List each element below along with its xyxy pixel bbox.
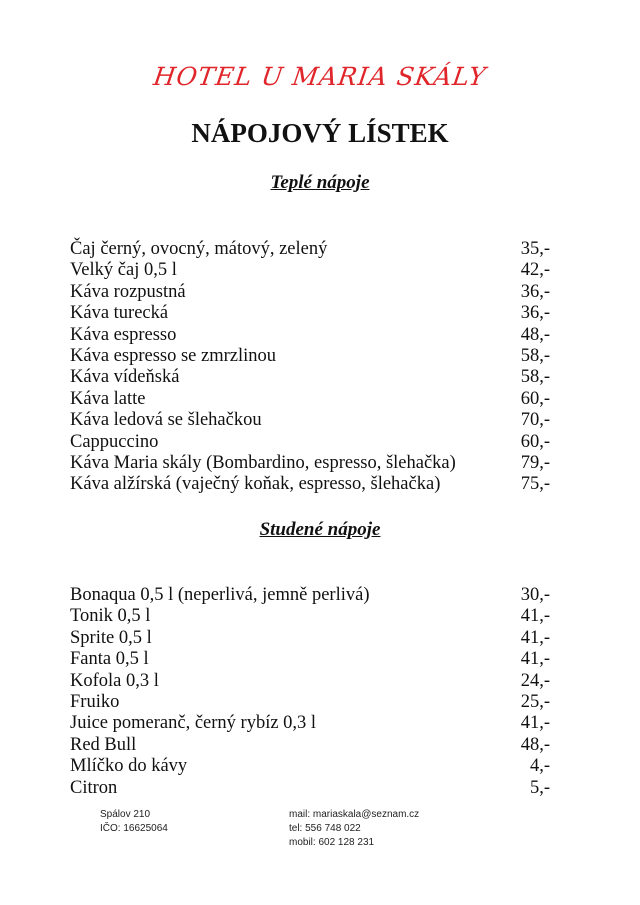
item-price: 70,- <box>520 410 550 431</box>
item-name: Juice pomeranč, černý rybíz 0,3 l <box>70 713 317 734</box>
menu-item <box>70 585 550 606</box>
menu-item <box>70 713 550 734</box>
item-name: Kofola 0,3 l <box>70 670 159 691</box>
item-price: 41,- <box>520 649 550 670</box>
item-name: Bonaqua 0,5 l (neperlivá, jemně perlivá) <box>70 585 370 605</box>
item-price: 5,- <box>529 777 550 798</box>
item-price: 42,- <box>520 260 550 281</box>
menu-item <box>70 606 550 627</box>
item-name: Káva ledová se šlehačkou <box>70 410 262 431</box>
item-price: 48,- <box>520 734 550 755</box>
item-name: Velký čaj 0,5 l <box>70 260 177 281</box>
item-price: 58,- <box>520 345 550 366</box>
menu-item <box>70 410 550 431</box>
footer-address: Spálov 210 <box>100 809 151 820</box>
menu-item <box>70 453 550 474</box>
section-heading-cold-drinks: Studené nápoje <box>259 519 381 540</box>
menu-item <box>70 282 550 303</box>
menu-item <box>70 735 550 756</box>
item-price: 48,- <box>520 324 550 345</box>
menu-item <box>70 303 550 324</box>
item-name: Káva turecká <box>70 303 169 324</box>
item-name: Cappuccino <box>70 431 159 452</box>
footer-contact-block <box>289 808 419 850</box>
menu-item <box>70 778 550 799</box>
footer-ico: IČO: 16625064 <box>100 823 168 834</box>
item-name: Káva alžírská (vaječný koňak, espresso, šlehačka) <box>70 474 441 495</box>
menu-item <box>70 367 550 388</box>
menu-item <box>70 671 550 692</box>
footer-address-block <box>100 808 168 836</box>
item-price: 60,- <box>520 388 550 409</box>
menu-title: NÁPOJOVÝ LÍSTEK <box>191 118 449 148</box>
menu-item <box>70 474 550 495</box>
item-price: 36,- <box>520 281 550 302</box>
cold-drinks-list <box>70 585 550 799</box>
menu-item <box>70 325 550 346</box>
warm-drinks-list <box>70 239 550 496</box>
footer-mail: mail: mariaskala@seznam.cz <box>289 809 420 820</box>
footer-tel: tel: 556 748 022 <box>289 823 361 834</box>
menu-item <box>70 756 550 777</box>
item-name: Sprite 0,5 l <box>70 627 152 648</box>
item-name: Mlíčko do kávy <box>70 756 188 777</box>
menu-item <box>70 346 550 367</box>
item-name: Fruiko <box>70 691 120 712</box>
menu-item <box>70 628 550 649</box>
item-price: 58,- <box>520 367 550 388</box>
menu-item <box>70 692 550 713</box>
item-price: 30,- <box>520 585 550 605</box>
item-name: Káva espresso <box>70 324 177 345</box>
item-price: 36,- <box>520 303 550 324</box>
item-price: 41,- <box>520 627 550 648</box>
item-price: 4,- <box>529 756 550 777</box>
footer-mobil: mobil: 602 128 231 <box>289 837 375 848</box>
item-price: 25,- <box>520 691 550 712</box>
menu-item <box>70 260 550 281</box>
section-heading-warm-drinks: Teplé nápoje <box>270 172 370 193</box>
item-price: 41,- <box>520 606 550 627</box>
item-price: 79,- <box>520 452 550 473</box>
item-price: 24,- <box>520 670 550 691</box>
item-name: Red Bull <box>70 734 137 755</box>
item-name: Káva vídeňská <box>70 367 180 388</box>
item-price: 35,- <box>520 239 550 259</box>
item-price: 41,- <box>520 713 550 734</box>
item-name: Čaj černý, ovocný, mátový, zelený <box>70 239 328 259</box>
item-price: 60,- <box>520 431 550 452</box>
item-name: Citron <box>70 777 118 798</box>
hotel-name: HOTEL U MARIA SKÁLY <box>151 62 489 91</box>
item-price: 75,- <box>520 474 550 495</box>
menu-item <box>70 389 550 410</box>
menu-item <box>70 239 550 260</box>
item-name: Káva espresso se zmrzlinou <box>70 345 277 366</box>
item-name: Káva latte <box>70 388 146 409</box>
item-name: Tonik 0,5 l <box>70 606 151 627</box>
item-name: Káva Maria skály (Bombardino, espresso, šlehačka) <box>70 452 456 473</box>
menu-item <box>70 432 550 453</box>
item-name: Fanta 0,5 l <box>70 649 149 670</box>
menu-item <box>70 649 550 670</box>
item-name: Káva rozpustná <box>70 281 186 302</box>
